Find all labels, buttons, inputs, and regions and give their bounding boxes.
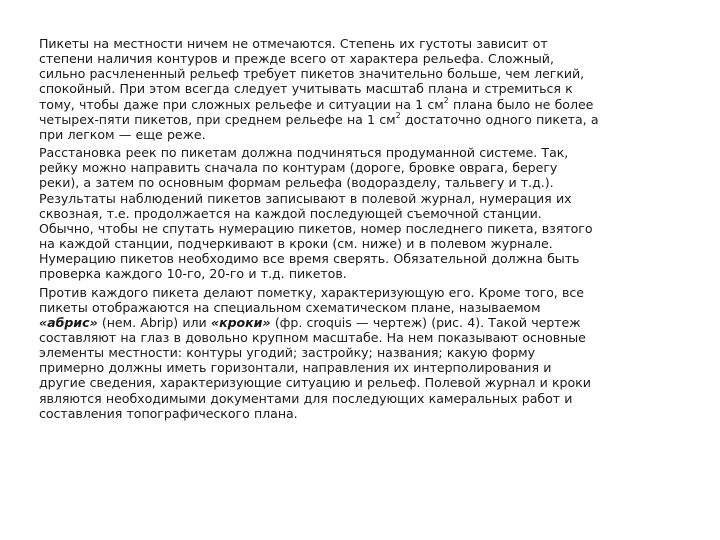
- text-line: при легком — еще реже.: [39, 126, 206, 142]
- text-line: составления топографического плана.: [39, 405, 298, 421]
- text-line: являются необходимыми документами для последующих камеральных работ и: [39, 390, 573, 406]
- text-line: степени наличия контуров и прежде всего от характера рельефа. Сложный,: [39, 51, 554, 67]
- text-segment: плана было не более: [448, 96, 594, 112]
- text-line: [39, 112, 689, 127]
- text-segment: (фр. croquis — чертеж) (рис. 4). Такой чертеж: [270, 314, 581, 330]
- paragraph-pickets-density: [39, 36, 689, 142]
- paragraph-staff-placement: [39, 145, 689, 281]
- text-line: Против каждого пикета делают пометку, характеризующую его. Кроме того, все: [39, 284, 584, 300]
- text-line: составляют на глаз в довольно крупном масштабе. На нем показывают основные: [39, 329, 586, 345]
- term-kroki: «кроки»: [210, 314, 271, 330]
- text-line: реки), а затем по основным формам рельефа (водоразделу, тальвегу и т.д.).: [39, 175, 554, 191]
- text-line: примерно должны иметь горизонтали, направления их интерполирования и: [39, 360, 552, 376]
- text-line: Результаты наблюдений пикетов записывают в полевой журнал, нумерация их: [39, 190, 572, 206]
- text-line: Расстановка реек по пикетам должна подчиняться продуманной системе. Так,: [39, 145, 569, 161]
- text-line: [39, 315, 689, 330]
- text-segment: четырех-пяти пикетов, при среднем рельефе на 1 см: [39, 111, 396, 127]
- text-line: проверка каждого 10-го, 20-го и т.д. пикетов.: [39, 266, 347, 282]
- text-segment: (нем. Abrip) или: [97, 314, 211, 330]
- text-line: рейку можно направить сначала по контурам (дороге, бровке оврага, берегу: [39, 160, 558, 176]
- text-line: [39, 97, 689, 112]
- text-line: на каждой станции, подчеркивают в кроки (см. ниже) и в полевом журнале.: [39, 236, 553, 252]
- text-segment: тому, чтобы даже при сложных рельефе и ситуации на 1 см: [39, 96, 444, 112]
- text-line: сильно расчлененный рельеф требует пикетов значительно больше, чем легкий,: [39, 66, 585, 82]
- document-page: [39, 36, 689, 421]
- text-line: другие сведения, характеризующие ситуацию и рельеф. Полевой журнал и кроки: [39, 375, 591, 391]
- text-line: сквозная, т.е. продолжается на каждой последующей съемочной станции.: [39, 205, 542, 221]
- text-line: Обычно, чтобы не спутать нумерацию пикетов, номер последнего пикета, взятого: [39, 220, 593, 236]
- term-abris: «абрис»: [39, 314, 98, 330]
- text-line: Нумерацию пикетов необходимо все время сверять. Обязательной должна быть: [39, 251, 580, 267]
- text-line: пикеты отображаются на специальном схематическом плане, называемом: [39, 299, 541, 315]
- paragraph-abris-kroki: [39, 285, 689, 421]
- text-line: элементы местности: контуры угодий; застройку; названия; какую форму: [39, 345, 535, 361]
- text-line: Пикеты на местности ничем не отмечаются. Степень их густоты зависит от: [39, 36, 548, 51]
- text-segment: достаточно одного пикета, а: [400, 111, 599, 127]
- text-line: спокойный. При этом всегда следует учитывать масштаб плана и стремиться к: [39, 81, 573, 97]
- superscript: 2: [443, 95, 449, 105]
- superscript: 2: [395, 111, 401, 121]
